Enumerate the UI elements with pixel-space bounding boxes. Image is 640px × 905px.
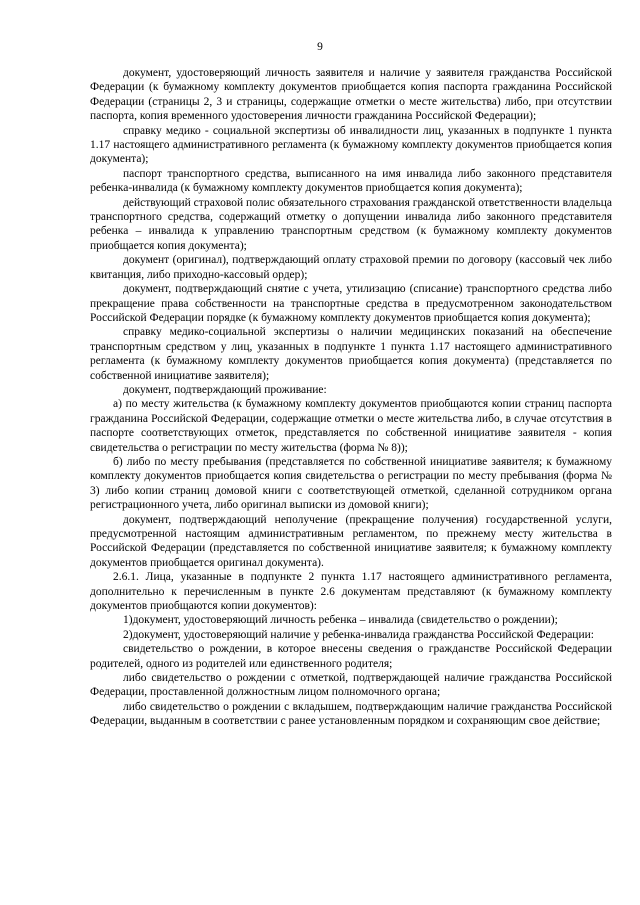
paragraph-mse-medical-indications: справку медико-социальной экспертизы о наличии медицинских показаний на обеспечение транспортным средством у лиц, указанных в подпункте 1 пункта 1.17 настоящего административного регламента (к бумажному комплекту документов приобщается копия документа) (представляется по собственной инициативе заявителя);	[90, 326, 612, 382]
page-number: 9	[317, 41, 323, 53]
paragraph-birth-certificate-mark: либо свидетельство о рождении с отметкой, подтверждающей наличие гражданства Российской Федерации, проставленной должностным лицом полномочного органа;	[90, 672, 612, 699]
paragraph-section-2-6-1: 2.6.1. Лица, указанные в подпункте 2 пункта 1.17 настоящего административного регламента, дополнительно к перечисленным в пункте 2.6 документам представляют (к бумажному комплекту документов приобщаются копии документов):	[90, 571, 612, 613]
paragraph-vehicle-passport: паспорт транспортного средства, выписанного на имя инвалида либо законного представителя ребенка-инвалида (к бумажному комплекту документов приобщается копия документа);	[90, 167, 612, 195]
paragraph-child-identity: 1)документ, удостоверяющий личность ребенка – инвалида (свидетельство о рождении);	[123, 614, 558, 627]
paragraph-non-receipt-service: документ, подтверждающий неполучение (прекращение получения) государственной услуги, предусмотренной настоящим административным регламентом, по прежнему месту жительства в Российской Федерации (представляется по собственной инициативе заявителя; к бумажному комплекту документов приобщается оригинал документа).	[90, 513, 612, 569]
paragraph-birth-certificate-parents: свидетельство о рождении, в которое внесены сведения о гражданстве Российской Федерации родителей, одного из родителей или единственного родителя;	[90, 643, 612, 670]
document-body	[90, 66, 612, 729]
paragraph-mse-disability-certificate: справку медико - социальной экспертизы об инвалидности лиц, указанных в подпункте 1 пункта 1.17 настоящего административного регламента (к бумажному комплекту документов приобщается копия документа);	[90, 124, 612, 166]
paragraph-insurance-policy: действующий страховой полис обязательного страхования гражданской ответственности владельца транспортного средства, содержащий отметку о допущении инвалида либо законного представителя ребенка – инвалида к управлению транспортным средством (к бумажному комплекту документов приобщается копия документа);	[90, 196, 612, 252]
paragraph-child-citizenship: 2)документ, удостоверяющий наличие у ребенка-инвалида гражданства Российской Федерации:	[123, 628, 594, 641]
paragraph-birth-certificate-insert: либо свидетельство о рождении с вкладышем, подтверждающим наличие гражданства Российской Федерации, выданным в соответствии с ранее установленным порядком и сохраняющим свое действие;	[90, 700, 612, 728]
paragraph-premium-payment-document: документ (оригинал), подтверждающий оплату страховой премии по договору (кассовый чек либо квитанция, либо приходно-кассовый ордер);	[90, 254, 612, 281]
paragraph-stay-place-b: б) либо по месту пребывания (представляется по собственной инициативе заявителя; к бумажному комплекту документов приобщается копия свидетельства о регистрации по месту пребывания (форма № 3) либо копии страниц домовой книги с соответствующей отметкой, сделанной сотрудником органа регистрационного учета, либо оригинал выписки из домовой книги);	[90, 455, 612, 512]
paragraph-residence-proof: документ, подтверждающий проживание:	[123, 383, 327, 396]
paragraph-residence-place-a: а) по месту жительства (к бумажному комплекту документов приобщаются копии страниц паспорта гражданина Российской Федерации, содержащие отметки о месте жительства либо, в случае отсутствия в паспорте соответствующих отметок, представляется по собственной инициативе заявителя - копия свидетельства о регистрации по месту жительства (форма № 8));	[90, 398, 612, 454]
paragraph-vehicle-deregistration: документ, подтверждающий снятие с учета, утилизацию (списание) транспортного средства либо прекращение права собственности на транспортные средства в предусмотренном законодательством Российской Федерации порядке (к бумажному комплекту документов приобщается копия документа);	[90, 283, 612, 324]
paragraph-identity-document: документ, удостоверяющий личность заявителя и наличие у заявителя гражданства Российской Федерации (к бумажному комплекту документов приобщается копия паспорта гражданина Российской Федерации (страницы 2, 3 и страницы, содержащие отметки о месте жительства) либо, при отсутствии паспорта, копия временного удостоверения личности гражданина Российской Федерации);	[90, 67, 612, 123]
